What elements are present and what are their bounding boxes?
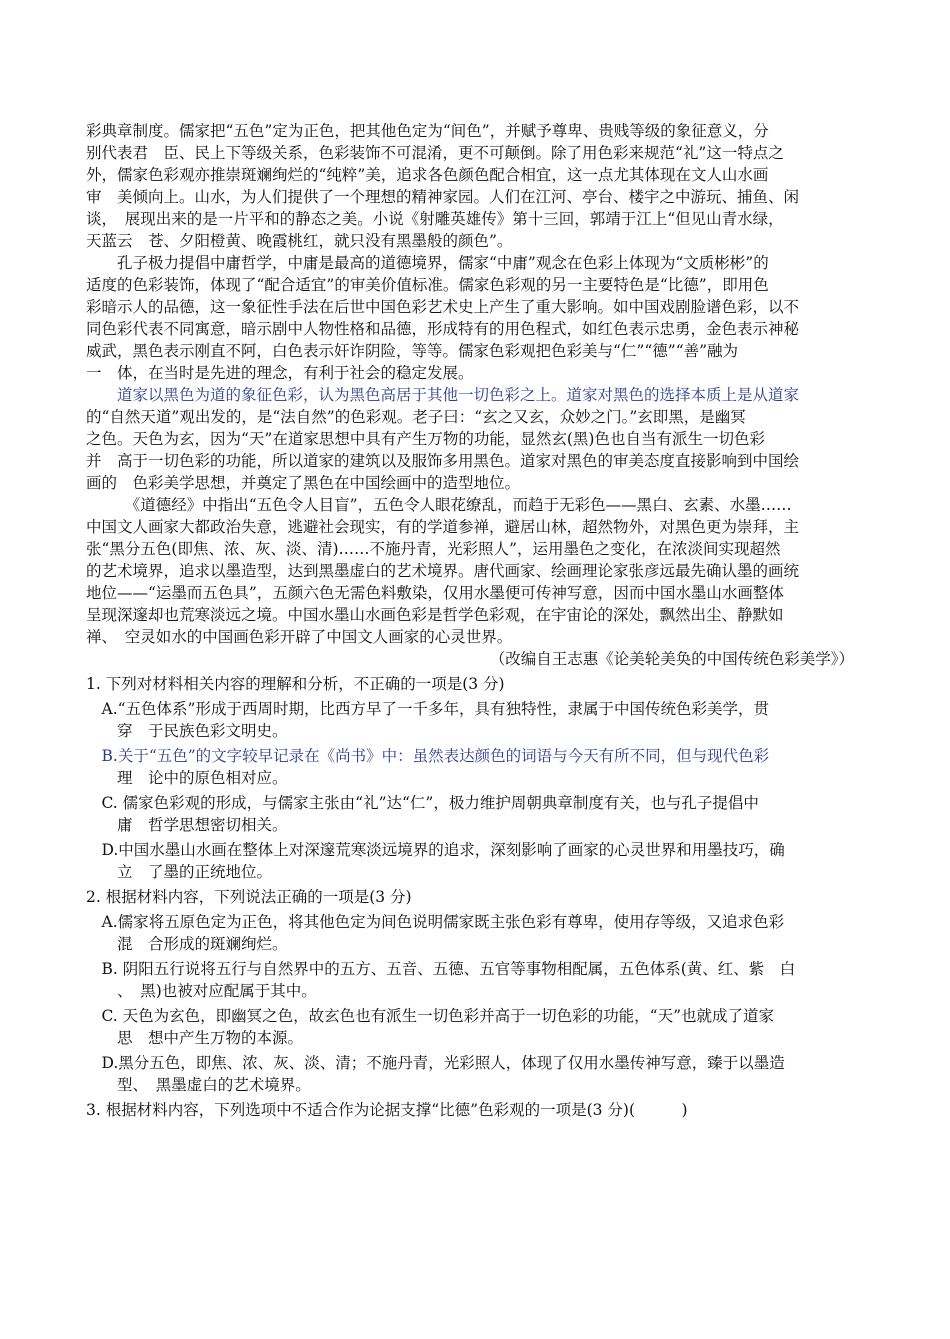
passage-line: 地位——“运墨而五色具”，五颜六色无需色料敷染，仅用水墨便可传神写意，因而中国水墨山水画整体 <box>86 584 784 602</box>
passage-line: 的“自然天道”观出发的，是“法自然”的色彩观。老子曰：“玄之又玄，众妙之门。”玄即黑，是幽冥 <box>86 408 746 426</box>
passage-line: 孔子极力提倡中庸哲学，中庸是最高的道德境界，儒家“中庸”观念在色彩上体现为“文质彬彬”的 <box>86 254 769 272</box>
option-line: C. 儒家色彩观的形成，与儒家主张由“礼”达“仁”，极力维护周朝典章制度有关，也与孔子提倡中 <box>86 794 759 812</box>
option-line: 理 论中的原色相对应。 <box>86 769 288 787</box>
option-line: B. 阴阳五行说将五行与自然界中的五方、五音、五德、五官等事物相配属，五色体系(黄、红、紫 白 <box>86 960 796 978</box>
passage-line: 适度的色彩装饰，体现了“配合适宜”的审美价值标准。儒家色彩观的另一主要特色是“比德”，即用色 <box>86 276 769 294</box>
passage-line: 呈现深邃却也荒寒淡远之境。中国水墨山水画色彩是哲学色彩观，在宇宙论的深处，飘然出尘、静默如 <box>86 606 784 624</box>
passage-line: 别代表君 臣、民上下等级关系，色彩装饰不可混淆，更不可颠倒。除了用色彩来规范“礼”这一特点之 <box>86 144 784 162</box>
option-line: 、 黑)也被对应配属于其中。 <box>86 982 317 1000</box>
option-line: D.黑分五色，即焦、浓、灰、淡、清；不施丹青，光彩照人，体现了仅用水墨传神写意，臻于以墨造 <box>86 1054 785 1072</box>
passage-line: 禅、 空灵如水的中国画色彩开辟了中国文人画家的心灵世界。 <box>86 628 513 646</box>
question-stem: 2. 根据材料内容，下列说法正确的一项是(3 分) <box>86 888 412 906</box>
option-line: A.“五色体系”形成于西周时期，比西方早了一千多年，具有独特性，隶属于中国传统色彩美学，贯 <box>86 700 769 718</box>
question-stem: 1. 下列对材料相关内容的理解和分析，不正确的一项是(3 分) <box>86 675 505 693</box>
option-line: 型、 黑墨虚白的艺术境界。 <box>86 1076 311 1094</box>
passage-line: 道家以黑色为道的象征色彩，认为黑色高居于其他一切色彩之上。道家对黑色的选择本质上是从道家 <box>86 386 800 404</box>
passage-line: 天蓝云 苍、夕阳橙黄、晚霞桃红，就只没有黑墨般的颜色”。 <box>86 232 513 250</box>
passage-line: 同色彩代表不同寓意，暗示剧中人物性格和品德，形成特有的用色程式，如红色表示忠勇，金色表示神秘 <box>86 320 800 338</box>
passage-line: 并 高于一切色彩的功能，所以道家的建筑以及服饰多用黑色。道家对黑色的审美态度直接影响到中国绘 <box>86 452 800 470</box>
option-line: 立 了墨的正统地位。 <box>86 863 273 881</box>
source-citation: （改编自王志惠《论美轮美奂的中国传统色彩美学》） <box>489 650 854 668</box>
option-line: A.儒家将五原色定为正色，将其他色定为间色说明儒家既主张色彩有尊卑，使用存等级，又追求色彩 <box>86 913 785 931</box>
passage-line: 彩典章制度。儒家把“五色”定为正色，把其他色定为“间色”，并赋予尊卑、贵贱等级的象征意义，分 <box>86 122 769 140</box>
passage-line: 《道德经》中指出“五色令人目盲”，五色令人眼花缭乱，而趋于无彩色——黑白、玄素、水墨…… <box>86 496 792 514</box>
option-line: C. 天色为玄色，即幽冥之色，故玄色也有派生一切色彩并高于一切色彩的功能，“天”也就成了道家 <box>86 1007 775 1025</box>
option-line: 庸 哲学思想密切相关。 <box>86 816 288 834</box>
option-line: 穿 于民族色彩文明史。 <box>86 722 288 740</box>
passage-line: 一 体，在当时是先进的理念，有利于社会的稳定发展。 <box>86 364 474 382</box>
passage-line: 威武，黑色表示刚直不阿，白色表示奸诈阴险，等等。儒家色彩观把色彩美与“仁”“德”“善”融为 <box>86 342 739 360</box>
passage-line: 审 美倾向上。山水，为人们提供了一个理想的精神家园。人们在江河、亭台、楼宇之中游玩、捕鱼、闲 <box>86 188 800 206</box>
passage-line: 彩暗示人的品德，这一象征性手法在后世中国色彩艺术史上产生了重大影响。如中国戏剧脸谱色彩，以不 <box>86 298 800 316</box>
option-line: D.中国水墨山水画在整体上对深邃荒寒淡远境界的追求，深刻影响了画家的心灵世界和用墨技巧，确 <box>86 841 785 859</box>
passage-line: 画的 色彩美学思想，并奠定了黑色在中国绘画中的造型地位。 <box>86 474 521 492</box>
passage-line: 的艺术境界，追求以墨造型，达到黑墨虚白的艺术境界。唐代画家、绘画理论家张彦远最先确认墨的画统 <box>86 562 800 580</box>
passage-line: 之色。天色为玄，因为“天”在道家思想中具有产生万物的功能，显然玄(黑)色也自当有派生一切色彩 <box>86 430 765 448</box>
option-line: 思 想中产生万物的本源。 <box>86 1029 304 1047</box>
passage-line: 中国文人画家大都政治失意，逃避社会现实，有的学道参禅，避居山林，超然物外，对黑色更为崇拜，主 <box>86 518 800 536</box>
option-line: 混 合形成的斑斓绚烂。 <box>86 935 288 953</box>
passage-line: 外，儒家色彩观亦推崇斑斓绚烂的“纯粹”美，追求各色颜色配合相宜，这一点尤其体现在文人山水画 <box>86 166 769 184</box>
passage-line: 谈， 展现出来的是一片平和的静态之美。小说《射雕英雄传》第十三回，郭靖于江上“但见山青水绿， <box>86 210 784 228</box>
option-line: B.关于“五色”的文字较早记录在《尚书》中：虽然表达颜色的词语与今天有所不同，但与现代色彩 <box>86 747 770 765</box>
passage-line: 张“黑分五色(即焦、浓、灰、淡、清)……不施丹青，光彩照人”，运用墨色之变化，在浓淡间实现超然 <box>86 540 781 558</box>
question-stem: 3. 根据材料内容，下列选项中不适合作为论据支撑“比德”色彩观的一项是(3 分)( ) <box>86 1101 688 1119</box>
